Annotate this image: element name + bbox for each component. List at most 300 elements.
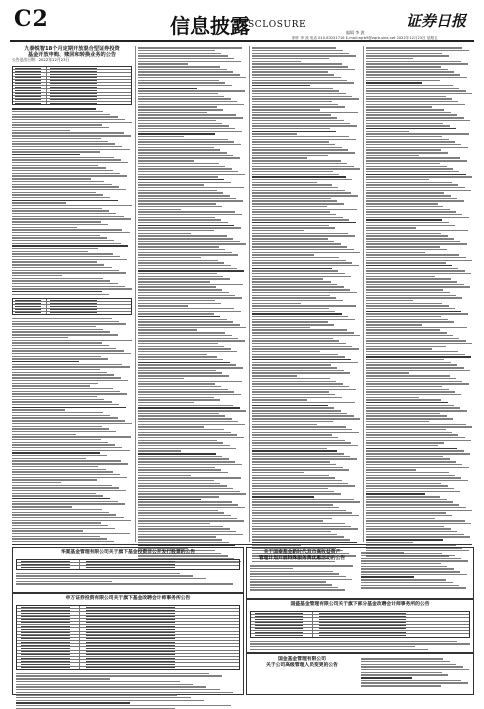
text-line — [16, 678, 110, 679]
text-line — [138, 71, 233, 72]
text-line — [252, 58, 329, 59]
text-line — [252, 222, 356, 223]
text-line — [12, 391, 120, 392]
text-line — [361, 661, 450, 662]
text-line — [252, 192, 351, 193]
text-line — [138, 407, 240, 408]
text-line — [12, 509, 102, 510]
text-line — [12, 490, 126, 491]
text-line — [12, 111, 103, 112]
text-line — [138, 526, 223, 527]
text-line — [366, 168, 453, 169]
text-line — [138, 300, 215, 301]
text-line — [138, 351, 237, 352]
text-line — [12, 178, 91, 179]
text-line — [138, 133, 215, 134]
text-line — [12, 108, 96, 109]
text-line — [366, 200, 464, 201]
text-line — [361, 552, 404, 553]
section-title-en: DISCLOSURE — [236, 20, 307, 30]
text-line — [252, 453, 344, 454]
text-line — [12, 162, 128, 163]
text-line — [252, 450, 337, 451]
article-body — [366, 47, 472, 556]
text-line — [252, 292, 357, 293]
text-line — [12, 114, 110, 115]
text-line — [252, 332, 354, 333]
text-line — [252, 168, 360, 169]
text-line — [138, 536, 216, 537]
text-line — [366, 53, 442, 54]
text-line — [12, 514, 116, 515]
text-line — [12, 522, 101, 523]
text-line — [366, 338, 459, 339]
text-line — [12, 541, 114, 542]
text-line — [138, 485, 227, 486]
text-line — [138, 456, 222, 457]
text-line — [12, 189, 126, 190]
text-line — [138, 241, 240, 242]
text-line — [138, 190, 217, 191]
text-line — [252, 448, 327, 449]
text-line — [12, 122, 132, 123]
text-line — [252, 187, 338, 188]
text-line — [366, 233, 441, 234]
text-line — [12, 146, 122, 147]
notice-title: 华夏基金管理有限公司关于旗下基金投资非公开发行股票的公告 — [60, 550, 196, 555]
text-line — [252, 123, 350, 124]
text-line — [138, 117, 243, 118]
text-line — [252, 184, 332, 185]
header-meta: 制作 李 波 电话 010-83251716 E-mail:zqrb9@zqrb.sina.net 2022年12月23日 星期五 — [292, 36, 438, 40]
text-line — [366, 319, 448, 320]
text-line — [252, 496, 314, 497]
text-line — [138, 214, 242, 215]
text-line — [12, 458, 86, 459]
text-line — [366, 367, 464, 368]
text-line — [366, 415, 447, 416]
text-line — [138, 50, 215, 51]
text-line — [361, 558, 461, 559]
text-line — [252, 426, 346, 427]
text-line — [16, 573, 180, 574]
text-line — [366, 515, 452, 516]
text-line — [361, 566, 447, 567]
text-line — [12, 291, 102, 292]
text-line — [12, 157, 114, 158]
text-line — [252, 176, 346, 177]
text-line — [138, 69, 227, 70]
text-line — [138, 391, 234, 392]
text-line — [12, 415, 110, 416]
text-line — [366, 542, 413, 543]
text-line — [12, 321, 119, 322]
text-line — [361, 587, 466, 588]
text-line — [361, 666, 463, 667]
text-line — [16, 705, 231, 706]
text-line — [138, 141, 234, 142]
text-line — [366, 114, 457, 115]
text-line — [12, 466, 98, 467]
text-line — [366, 252, 425, 253]
text-line — [366, 174, 466, 175]
text-line — [12, 525, 108, 526]
text-line — [252, 413, 347, 414]
text-line — [138, 370, 216, 371]
text-line — [138, 332, 225, 333]
text-line — [138, 144, 241, 145]
text-line — [138, 200, 243, 201]
text-line — [366, 397, 419, 398]
text-line — [252, 528, 358, 529]
text-line — [12, 256, 120, 257]
text-line — [138, 501, 232, 502]
text-line — [16, 673, 209, 674]
column-divider — [363, 46, 364, 542]
text-line — [252, 313, 342, 314]
text-line — [138, 260, 218, 261]
text-line — [366, 437, 465, 438]
text-line — [252, 147, 342, 148]
text-line — [138, 305, 188, 306]
text-line — [250, 589, 345, 590]
text-line — [138, 378, 184, 379]
text-line — [138, 442, 223, 443]
text-line — [12, 385, 90, 386]
text-line — [138, 66, 220, 67]
text-line — [138, 203, 216, 204]
text-line — [138, 421, 238, 422]
text-line — [138, 195, 230, 196]
text-line — [361, 682, 468, 683]
text-line — [138, 246, 219, 247]
text-line — [138, 98, 231, 99]
text-line — [366, 359, 444, 360]
text-line — [366, 472, 449, 473]
text-line — [252, 289, 350, 290]
text-line — [138, 147, 214, 148]
text-line — [252, 179, 352, 180]
notice-title: 国盛基金管理有限公司关于旗下部分基金改聘会计师事务所的公告 — [290, 602, 430, 607]
text-line — [138, 238, 233, 239]
text-line — [366, 289, 443, 290]
text-line — [366, 346, 446, 347]
notice-title: 申万证券投资有限公司关于旗下基金改聘会计师事务所公告 — [65, 596, 191, 601]
text-line — [366, 249, 447, 250]
article-body — [252, 47, 360, 562]
text-line — [252, 63, 342, 64]
text-line — [252, 297, 336, 298]
text-line — [12, 479, 97, 480]
text-line — [12, 409, 65, 410]
text-line — [366, 335, 453, 336]
text-line — [366, 426, 472, 427]
text-line — [252, 383, 343, 384]
text-line — [12, 431, 116, 432]
text-line — [252, 410, 341, 411]
text-line — [12, 210, 109, 211]
text-line — [250, 646, 415, 647]
text-line — [366, 534, 464, 535]
text-line — [12, 538, 107, 539]
text-line — [252, 171, 333, 172]
text-line — [12, 208, 102, 209]
text-line — [138, 252, 232, 253]
text-line — [138, 364, 236, 365]
text-line — [138, 209, 181, 210]
text-line — [252, 82, 354, 83]
text-line — [138, 359, 223, 360]
text-line — [366, 260, 472, 261]
text-line — [138, 528, 230, 529]
text-line — [138, 93, 218, 94]
text-line — [138, 542, 229, 543]
text-line — [12, 229, 122, 230]
section-title: 信息披露 — [170, 14, 250, 38]
text-line — [361, 568, 454, 569]
text-line — [252, 504, 333, 505]
text-line — [366, 499, 447, 500]
text-line — [138, 88, 197, 89]
text-line — [366, 526, 444, 527]
notice-table — [16, 559, 240, 570]
text-line — [12, 243, 121, 244]
text-line — [12, 181, 104, 182]
text-line — [16, 583, 233, 584]
text-line — [366, 262, 446, 263]
text-line — [12, 221, 101, 222]
text-line — [366, 507, 466, 508]
text-line — [12, 536, 100, 537]
text-line — [366, 74, 460, 75]
fee-table — [12, 298, 132, 315]
text-line — [366, 316, 441, 317]
text-line — [366, 66, 441, 67]
text-line — [138, 163, 219, 164]
text-line — [12, 520, 131, 521]
text-line — [252, 160, 341, 161]
text-line — [366, 160, 467, 161]
text-line — [138, 278, 230, 279]
text-line — [12, 383, 98, 384]
article-date: 公告送出日期：2022年12月23日 — [12, 57, 70, 63]
text-line — [252, 238, 328, 239]
text-line — [12, 251, 88, 252]
text-line — [12, 417, 118, 418]
text-line — [138, 77, 246, 78]
text-line — [252, 93, 346, 94]
article-body — [12, 108, 132, 295]
text-line — [366, 329, 440, 330]
text-line — [366, 356, 471, 357]
text-line — [138, 222, 228, 223]
text-line — [250, 579, 352, 580]
text-line — [12, 173, 120, 174]
text-line — [250, 643, 470, 644]
text-line — [252, 80, 347, 81]
text-line — [12, 240, 114, 241]
text-line — [138, 362, 230, 363]
text-line — [366, 300, 413, 301]
text-line — [366, 211, 456, 212]
text-line — [138, 308, 234, 309]
text-line — [12, 477, 127, 478]
text-line — [138, 381, 242, 382]
text-line — [252, 155, 328, 156]
text-line — [12, 407, 126, 408]
text-line — [16, 697, 191, 698]
text-line — [366, 157, 460, 158]
text-line — [252, 101, 332, 102]
text-line — [366, 112, 451, 113]
text-line — [252, 88, 333, 89]
text-line — [138, 128, 235, 129]
text-line — [366, 386, 442, 387]
text-line — [252, 405, 328, 406]
text-line — [250, 568, 293, 569]
text-line — [16, 675, 222, 676]
text-line — [252, 270, 338, 271]
text-line — [252, 346, 352, 347]
text-line — [366, 434, 458, 435]
text-line — [366, 278, 451, 279]
text-line — [138, 160, 194, 161]
text-line — [250, 581, 326, 582]
text-line — [138, 120, 216, 121]
text-line — [252, 303, 301, 304]
text-line — [12, 337, 68, 338]
text-line — [252, 432, 359, 433]
text-line — [138, 55, 228, 56]
text-line — [252, 394, 335, 395]
text-line — [252, 370, 344, 371]
text-line — [138, 273, 217, 274]
text-line — [366, 257, 466, 258]
text-line — [366, 410, 467, 411]
text-line — [252, 340, 339, 341]
text-line — [12, 267, 112, 268]
text-line — [366, 171, 459, 172]
text-line — [138, 80, 219, 81]
text-line — [252, 499, 354, 500]
text-line — [12, 495, 103, 496]
text-line — [252, 217, 343, 218]
text-line — [366, 241, 460, 242]
text-line — [252, 182, 317, 183]
text-line — [252, 378, 330, 379]
text-line — [252, 53, 349, 54]
text-line — [138, 520, 244, 521]
text-line — [252, 386, 349, 387]
text-line — [138, 225, 234, 226]
text-line — [138, 405, 233, 406]
text-line — [138, 233, 191, 234]
text-line — [138, 155, 233, 156]
text-line — [366, 539, 443, 540]
text-line — [366, 378, 456, 379]
text-line — [12, 356, 101, 357]
text-line — [252, 316, 348, 317]
text-line — [252, 265, 359, 266]
text-line — [366, 270, 465, 271]
text-line — [252, 512, 352, 513]
text-line — [252, 407, 334, 408]
text-line — [252, 219, 349, 220]
text-line — [366, 225, 455, 226]
text-line — [138, 348, 231, 349]
text-line — [366, 58, 413, 59]
text-line — [252, 491, 334, 492]
text-line — [366, 440, 471, 441]
text-line — [366, 176, 472, 177]
text-line — [12, 442, 108, 443]
notice-body — [361, 657, 469, 688]
text-line — [366, 109, 444, 110]
text-line — [366, 90, 466, 91]
text-line — [252, 203, 344, 204]
text-line — [366, 504, 459, 505]
text-line — [366, 106, 432, 107]
text-line — [138, 166, 225, 167]
text-line — [250, 587, 338, 588]
text-line — [252, 389, 356, 390]
text-line — [366, 219, 442, 220]
fund-info-table — [12, 66, 132, 105]
text-line — [138, 426, 204, 427]
text-line — [366, 265, 452, 266]
text-line — [366, 149, 441, 150]
notice-body — [250, 641, 470, 650]
text-line — [366, 47, 462, 48]
text-line — [366, 469, 416, 470]
text-line — [138, 367, 243, 368]
text-line — [361, 574, 467, 575]
text-line — [252, 252, 360, 253]
text-line — [16, 702, 130, 703]
notice-title: 关于国泰基金新时代双币高收益资产 — [263, 550, 341, 555]
text-line — [12, 423, 132, 424]
text-line — [366, 501, 453, 502]
text-line — [138, 227, 241, 228]
text-line — [252, 281, 331, 282]
text-line — [138, 343, 218, 344]
text-line — [138, 63, 188, 64]
text-line — [138, 219, 221, 220]
text-line — [16, 692, 233, 693]
text-line — [138, 402, 194, 403]
text-line — [252, 284, 337, 285]
text-line — [252, 149, 348, 150]
text-line — [252, 268, 332, 269]
text-line — [138, 316, 220, 317]
text-line — [252, 536, 344, 537]
text-line — [12, 358, 108, 359]
text-line — [252, 235, 355, 236]
text-line — [361, 555, 455, 556]
text-line — [252, 475, 329, 476]
text-line — [252, 515, 359, 516]
text-line — [252, 445, 358, 446]
text-line — [12, 348, 116, 349]
editor-line: 编辑 李 波 — [346, 30, 365, 35]
text-line — [12, 503, 125, 504]
text-line — [366, 399, 441, 400]
text-line — [252, 136, 349, 137]
text-line — [12, 264, 104, 265]
text-line — [366, 448, 457, 449]
text-line — [138, 329, 197, 330]
text-line — [252, 354, 338, 355]
